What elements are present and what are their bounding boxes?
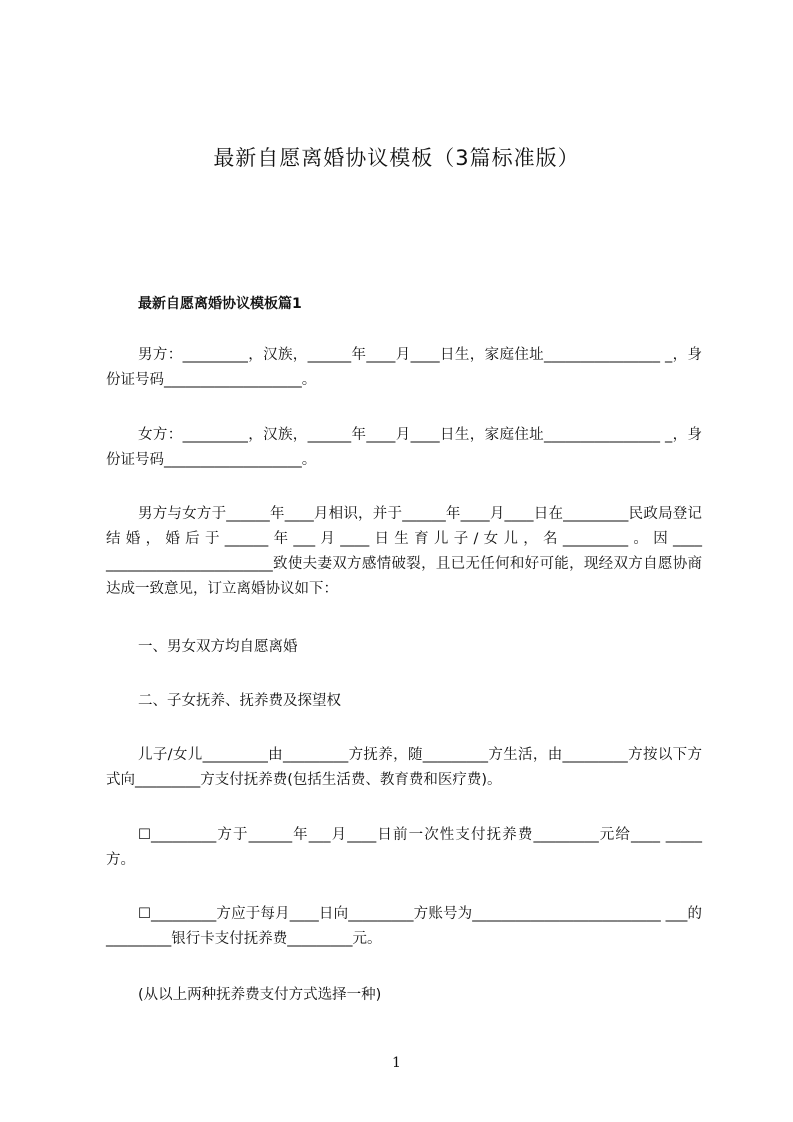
custody-paragraph: 儿子/女儿_________由_________方抚养，随_________方生活，由_________方按以下方式向_________方支付抚养费(包括生活费、教育费和医疗费)。	[106, 747, 702, 788]
page-number: 1	[392, 1055, 401, 1071]
clause-1-heading: 一、男女双方均自愿离婚	[138, 639, 298, 655]
payment-option-lump-sum: ☐_________方于______年___月____日前一次性支付抚养费_________元给____ _____方。	[106, 827, 702, 868]
male-party-paragraph: 男方：_________，汉族，______年____月____日生，家庭住址________________ _，身份证号码___________________。	[106, 347, 702, 388]
marriage-history-paragraph: 男方与女方于______年____月相识，并于______年____月____日在_________民政局登记结婚，婚后于______年___月____日生育儿子/女儿，名_________。因____ _______________________致使夫妻双方感情破裂，且已无任何和好可能，现经双方自愿协商达成一致意见，订立离婚协议如下：	[106, 506, 702, 597]
payment-choice-note: (从以上两种抚养费支付方式选择一种)	[138, 987, 382, 1003]
clause-2-heading: 二、子女抚养、抚养费及探望权	[138, 693, 341, 709]
document-title: 最新自愿离婚协议模板（3篇标准版）	[213, 146, 580, 170]
payment-option-monthly: ☐_________方应于每月____日向_________方账号为__________________________ ___的_________银行卡支付抚养费_________元。	[106, 906, 702, 947]
female-party-paragraph: 女方：_________，汉族，______年____月____日生，家庭住址________________ _，身份证号码___________________。	[106, 427, 702, 468]
section-heading: 最新自愿离婚协议模板篇1	[138, 296, 302, 312]
